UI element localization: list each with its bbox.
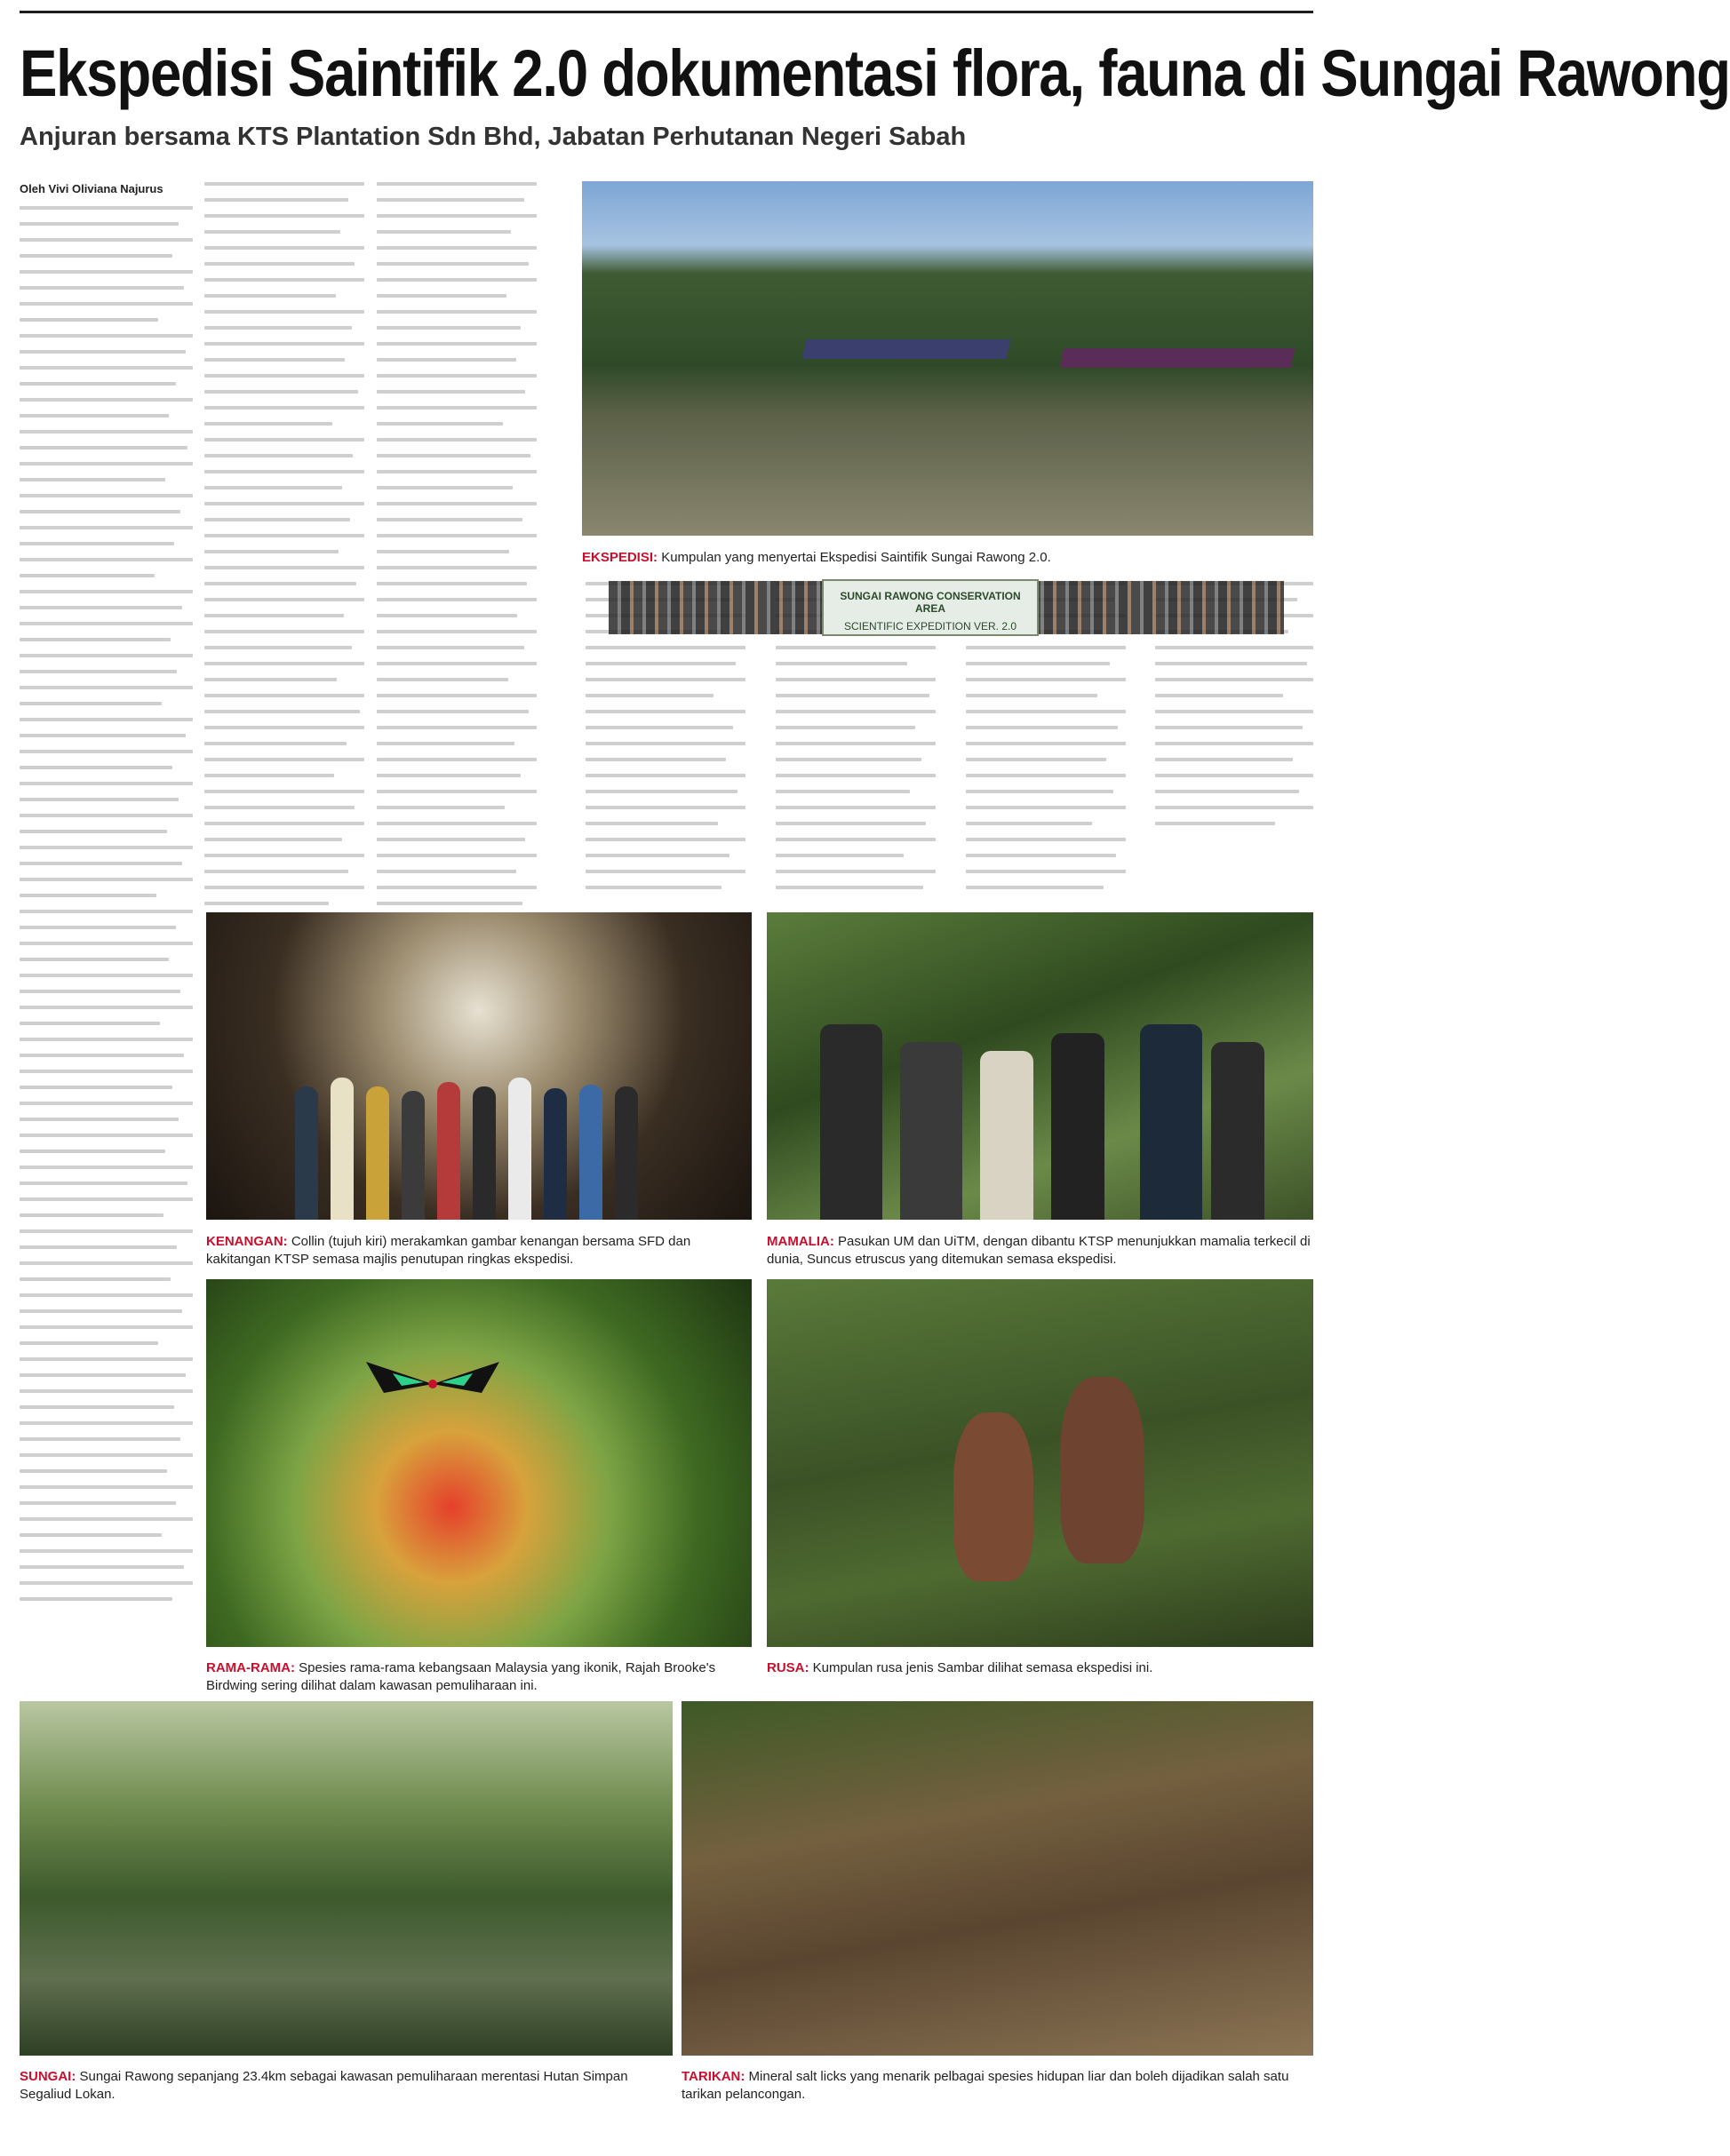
person xyxy=(1140,1024,1202,1220)
caption-tag: TARIKAN: xyxy=(682,2069,745,2084)
caption-text: Mineral salt licks yang menarik pelbagai spesies hidupan liar dan boleh dijadikan salah satu tarikan pelancongan. xyxy=(682,2069,1289,2103)
person xyxy=(980,1051,1033,1220)
caption-tag: KENANGAN: xyxy=(206,1234,288,1249)
photo-closing-ceremony xyxy=(206,912,752,1220)
photo-river xyxy=(20,1701,673,2056)
caption-rama-rama xyxy=(206,1659,752,1696)
banner-subtitle: SCIENTIFIC EXPEDITION VER. 2.0 xyxy=(843,620,1017,632)
person xyxy=(366,1086,389,1220)
person xyxy=(900,1042,962,1220)
top-rule xyxy=(20,11,1313,13)
person xyxy=(544,1088,567,1220)
person xyxy=(1211,1042,1264,1220)
tent xyxy=(802,339,1011,359)
person xyxy=(615,1086,638,1220)
headline: Ekspedisi Saintifik 2.0 dokumentasi flora, fauna di Sungai Rawong xyxy=(20,36,1730,110)
caption-kenangan xyxy=(206,1233,752,1269)
caption-rusa xyxy=(767,1659,1313,1677)
caption-text: Sungai Rawong sepanjang 23.4km sebagai kawasan pemuliharaan merentasi Hutan Simpan Segaliud Lokan. xyxy=(20,2069,628,2103)
photo-mammal-team xyxy=(767,912,1313,1220)
caption-text: Pasukan UM dan UiTM, dengan dibantu KTSP menunjukkan mamalia terkecil di dunia, Suncus etruscus yang ditemukan semasa ekspedisi. xyxy=(767,1234,1311,1268)
caption-ekspedisi xyxy=(582,549,1313,567)
caption-tag: RAMA-RAMA: xyxy=(206,1660,295,1675)
article-column-2 xyxy=(204,182,364,893)
deer xyxy=(1060,1377,1144,1563)
byline: Oleh Vivi Oliviana Najurus xyxy=(20,182,163,195)
caption-tag: MAMALIA: xyxy=(767,1234,834,1249)
caption-sungai xyxy=(20,2068,673,2104)
subtitle: Anjuran bersama KTS Plantation Sdn Bhd, Jabatan Perhutanan Negeri Sabah xyxy=(20,123,967,151)
caption-tarikan xyxy=(682,2068,1313,2104)
photo-salt-lick xyxy=(682,1701,1313,2056)
person xyxy=(579,1085,602,1220)
article-column-1 xyxy=(20,206,193,1574)
caption-mamalia xyxy=(767,1233,1313,1269)
person xyxy=(1051,1033,1104,1220)
article-column-3 xyxy=(377,182,537,893)
caption-text: Collin (tujuh kiri) merakamkan gambar kenangan bersama SFD dan kakitangan KTSP semasa majlis penutupan ringkas ekspedisi. xyxy=(206,1234,691,1268)
caption-text: Spesies rama-rama kebangsaan Malaysia yang ikonik, Rajah Brooke's Birdwing sering dilihat dalam kawasan pemuliharaan ini. xyxy=(206,1660,716,1694)
person xyxy=(295,1086,318,1220)
photo-butterfly xyxy=(206,1279,752,1647)
tent xyxy=(1060,348,1296,368)
person xyxy=(820,1024,882,1220)
caption-text: Kumpulan rusa jenis Sambar dilihat semasa ekspedisi ini. xyxy=(812,1660,1153,1675)
person xyxy=(473,1086,496,1220)
photo-sambar-deer xyxy=(767,1279,1313,1647)
person xyxy=(331,1078,354,1220)
caption-text: Kumpulan yang menyertai Ekspedisi Saintifik Sungai Rawong 2.0. xyxy=(661,550,1051,565)
banner-title: SUNGAI RAWONG CONSERVATION AREA xyxy=(840,590,1021,615)
person xyxy=(508,1078,531,1220)
deer xyxy=(953,1412,1033,1581)
person xyxy=(437,1082,460,1220)
caption-tag: RUSA: xyxy=(767,1660,809,1675)
caption-tag: EKSPEDISI: xyxy=(582,550,658,565)
butterfly-illustration xyxy=(357,1357,508,1411)
person xyxy=(402,1091,425,1220)
expedition-banner xyxy=(822,579,1039,636)
caption-tag: SUNGAI: xyxy=(20,2069,76,2084)
